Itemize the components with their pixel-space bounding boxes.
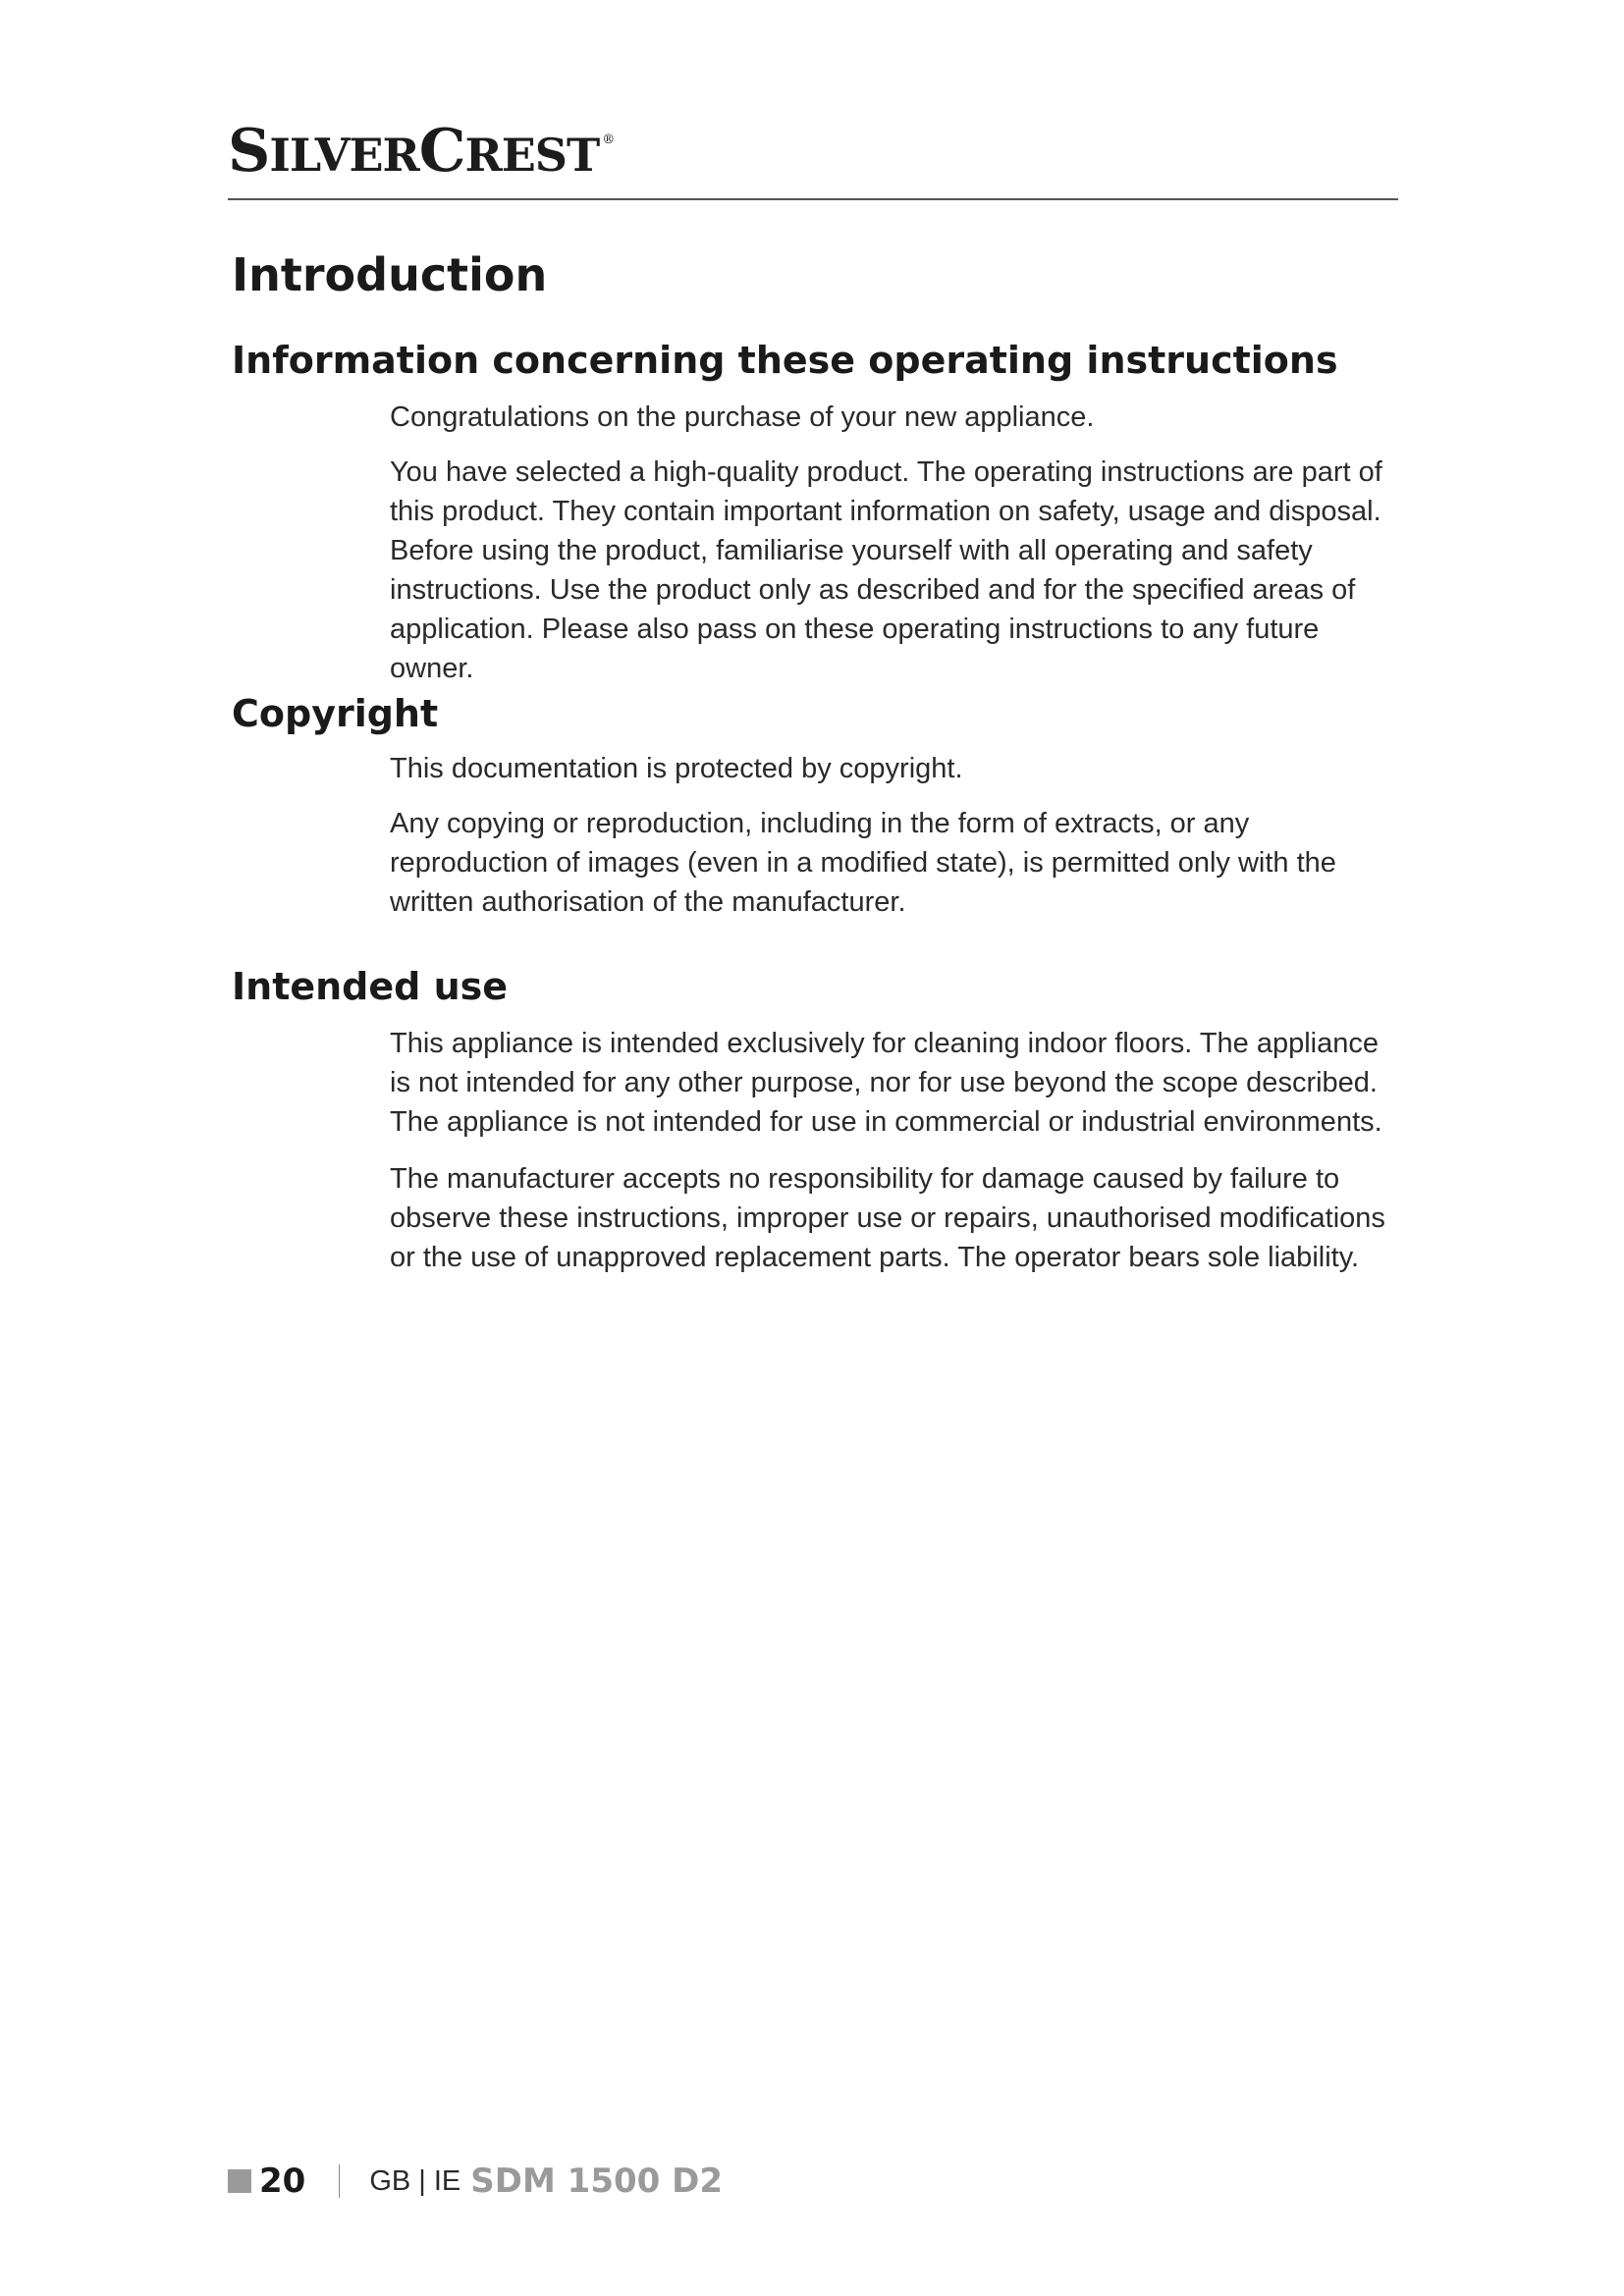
paragraph-high-quality: You have selected a high-quality product. The operating instructions are part of this product. They contain important information on safety, usage and disposal. Before using the product, familiarise yourself with all operating and safety instructions. Use the product only as described and for the specified areas of application. Please also pass on these operating instructions to any future owner. [390,456,1382,684]
model-number: SDM 1500 D2 [470,2162,724,2201]
language-codes: GB | IE [369,2164,461,2197]
paragraph-manufacturer-responsibility: The manufacturer accepts no responsibility for damage caused by failure to observe these instructions, improper use or repairs, unauthorised modifications or the use of unapproved replacement parts. The operator bears sole liability. [390,1163,1385,1273]
paragraph-copyright-protected: This documentation is protected by copyright. [390,753,963,784]
section-heading-copyright: Copyright [232,692,439,735]
page-footer [228,2160,723,2203]
paragraph-congratulations: Congratulations on the purchase of your new appliance. [390,401,1095,433]
page-title: Introduction [232,248,548,301]
header-divider [228,198,1398,200]
footer-square-marker [228,2169,251,2193]
page-number: 20 [259,2162,306,2201]
paragraph-intended-exclusively: This appliance is intended exclusively for cleaning indoor floors. The appliance is not intended for any other purpose, nor for use beyond the scope described. The appliance is not intended for use in commercial or industrial environments. [390,1028,1382,1138]
section-heading-intended-use: Intended use [232,965,509,1008]
paragraph-copying: Any copying or reproduction, including in the form of extracts, or any reproduction of images (even in a modified state), is permitted only with the written authorisation of the manufacturer. [390,808,1336,918]
silvercrest-logo: SILVERCREST ® [228,117,615,186]
section-heading-information: Information concerning these operating instructions [232,339,1338,382]
footer-divider [339,2164,340,2198]
